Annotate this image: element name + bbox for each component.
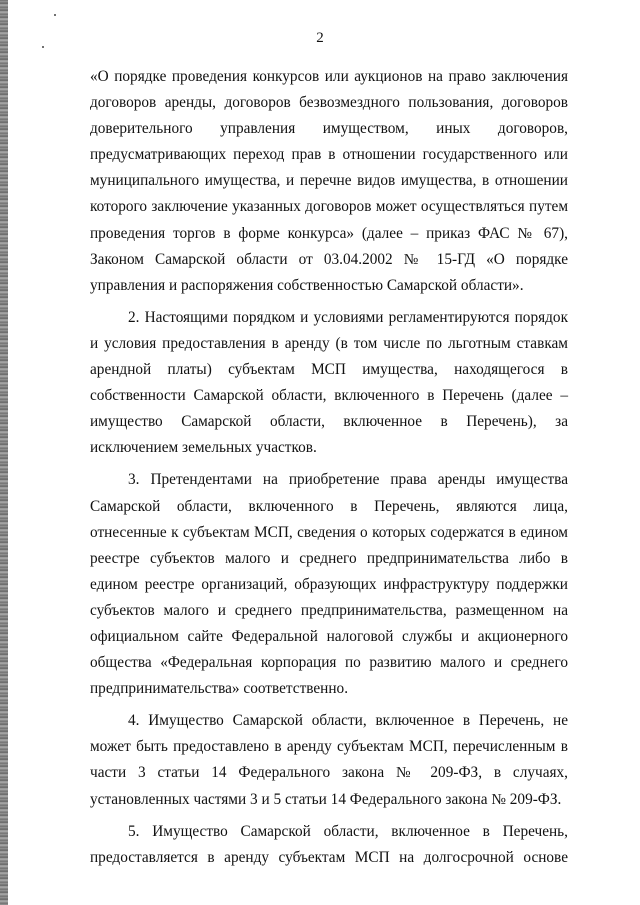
paragraph-4: 4. Имущество Самарской области, включенное в Перечень, не может быть предоставлено в аренду субъектам МСП, перечисленным в части 3 статьи 14 Федерального закона № 209-ФЗ, в случаях, установленных частями 3 и 5 статьи 14 Федерального закона № 209-ФЗ. xyxy=(90,712,568,808)
page-number: 2 xyxy=(316,30,324,46)
scan-speck xyxy=(54,14,56,16)
document-body xyxy=(90,64,568,871)
paragraph-1-continuation: «О порядке проведения конкурсов или аукционов на право заключения договоров аренды, договоров безвозмездного пользования, договоров доверительного управления имуществом, иных договоров, предусматривающих переход прав в отношении государственного или муниципального имущества, и перечне видов имущества, в отношении которого заключение указанных договоров может осуществляться путем проведения торгов в форме конкурса» (далее – приказ ФАС № 67), Законом Самарской области от 03.04.2002 № 15-ГД «О порядке управления и распоряжения собственностью Самарской области». xyxy=(90,68,568,294)
scan-edge xyxy=(0,0,8,905)
paragraph-3: 3. Претендентами на приобретение права аренды имущества Самарской области, включенного в Перечень, являются лица, отнесенные к субъектам МСП, сведения о которых содержатся в едином реестре субъектов малого и среднего предпринимательства либо в едином реестре организаций, образующих инфраструктуру поддержки субъектов малого и среднего предпринимательства, размещенном на официальном сайте Федеральной налоговой службы и акционерного общества «Федеральная корпорация по развитию малого и среднего предпринимательства» соответственно. xyxy=(90,471,568,698)
paragraph-2: 2. Настоящими порядком и условиями регламентируются порядок и условия предоставления в аренду (в том числе по льготным ставкам арендной платы) субъектам МСП имущества, находящегося в собственности Самарской области, включенного в Перечень (далее – имущество Самарской области, включенное в Перечень), за исключением земельных участков. xyxy=(90,308,568,457)
paragraph-5: 5. Имущество Самарской области, включенное в Перечень, предоставляется в аренду субъектам МСП на долгосрочной основе xyxy=(90,822,568,866)
